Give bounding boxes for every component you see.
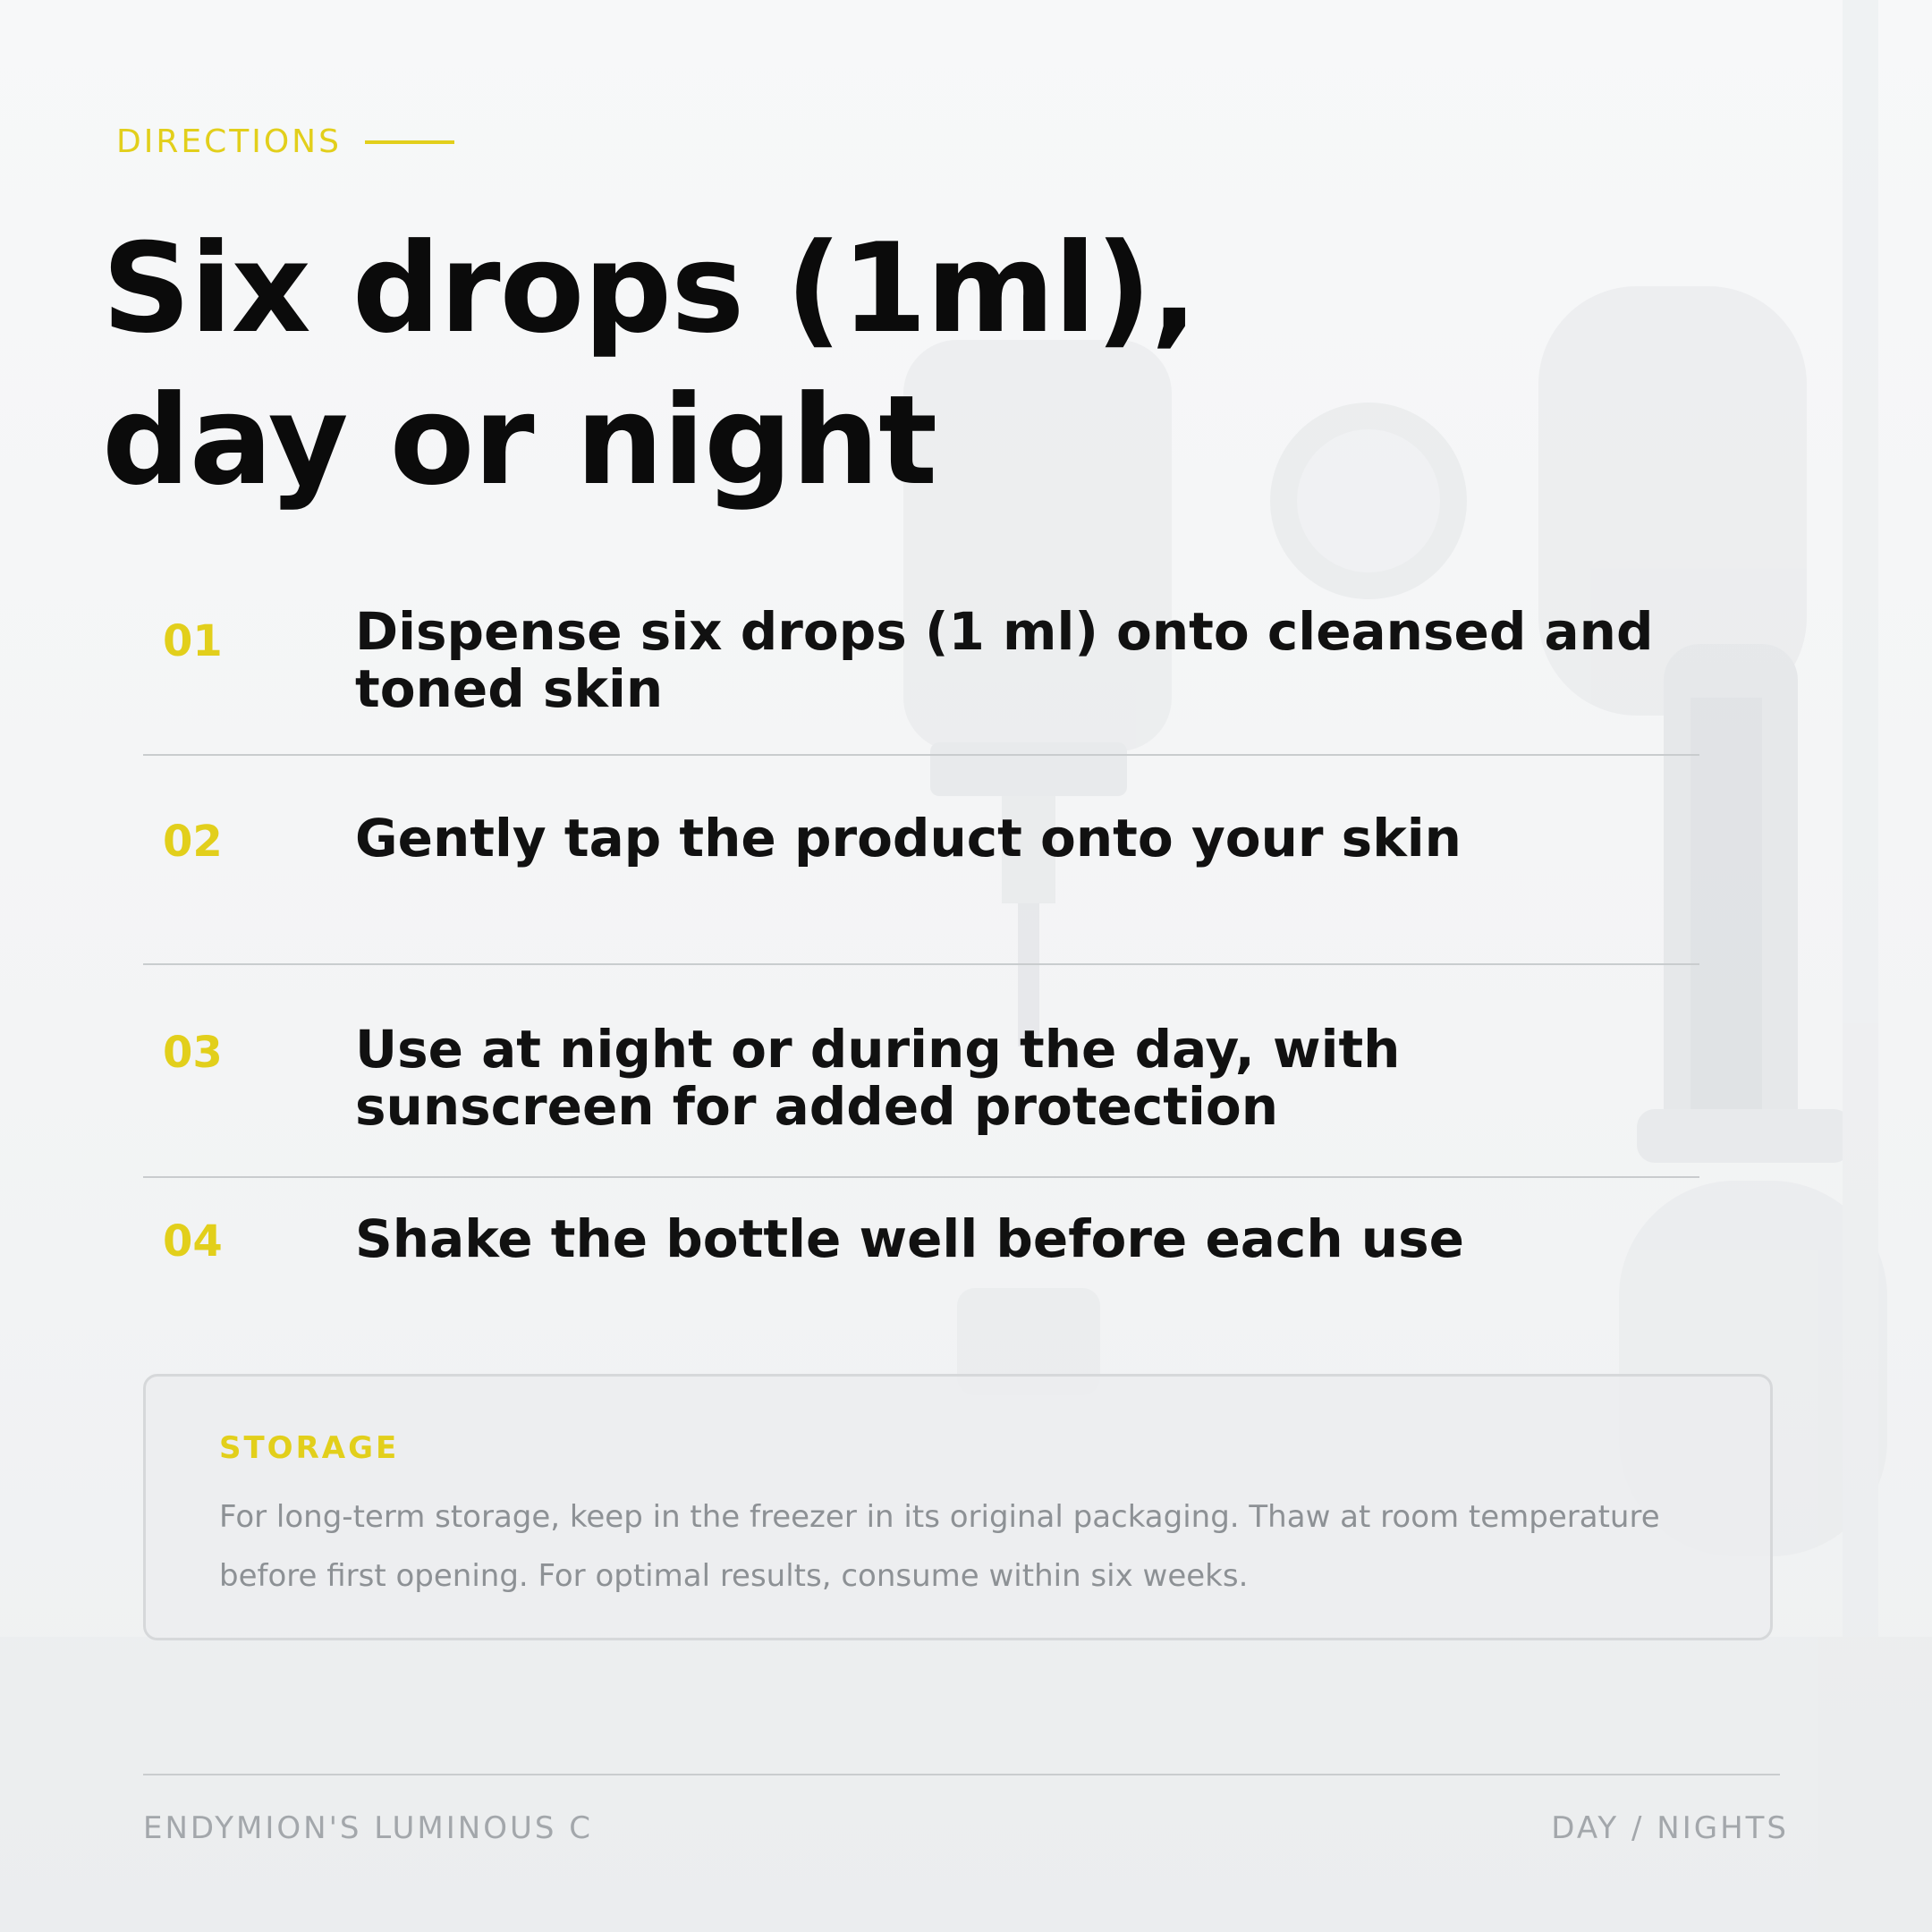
step-number: 02 bbox=[163, 817, 223, 867]
page-title-line-1: Six drops (1ml), bbox=[102, 216, 1198, 360]
step-text: Use at night or during the day, with sunscreen for added protection bbox=[355, 1019, 1401, 1137]
eyebrow-label: DIRECTIONS bbox=[116, 123, 342, 160]
storage-description: For long-term storage, keep in the freezer in its original packaging. Thaw at room temperature before first opening. For optimal results, consume within six weeks. bbox=[219, 1499, 1660, 1594]
step-number: 04 bbox=[163, 1216, 223, 1267]
eyebrow-accent-line bbox=[365, 140, 454, 144]
footer-product-name: ENDYMION'S LUMINOUS C bbox=[143, 1810, 594, 1846]
footer-divider bbox=[143, 1774, 1780, 1775]
step-text: Shake the bottle well before each use bbox=[355, 1208, 1464, 1269]
step-number: 03 bbox=[163, 1028, 223, 1078]
page-title bbox=[102, 213, 1354, 517]
list-item-step-1 bbox=[143, 590, 1699, 756]
step-text: Gently tap the product onto your skin bbox=[355, 808, 1462, 869]
footer-usage-label: DAY / NIGHTS bbox=[1551, 1810, 1789, 1846]
list-item-step-3 bbox=[143, 965, 1699, 1178]
list-item-step-4 bbox=[143, 1178, 1699, 1303]
step-number: 01 bbox=[163, 616, 223, 666]
storage-title: STORAGE bbox=[219, 1430, 400, 1466]
step-text: Dispense six drops (1 ml) onto cleansed and toned skin bbox=[355, 601, 1654, 719]
page-title-line-2: day or night bbox=[102, 369, 937, 513]
storage-callout bbox=[143, 1374, 1773, 1640]
section-eyebrow bbox=[116, 123, 454, 160]
list-item-step-2 bbox=[143, 756, 1699, 965]
